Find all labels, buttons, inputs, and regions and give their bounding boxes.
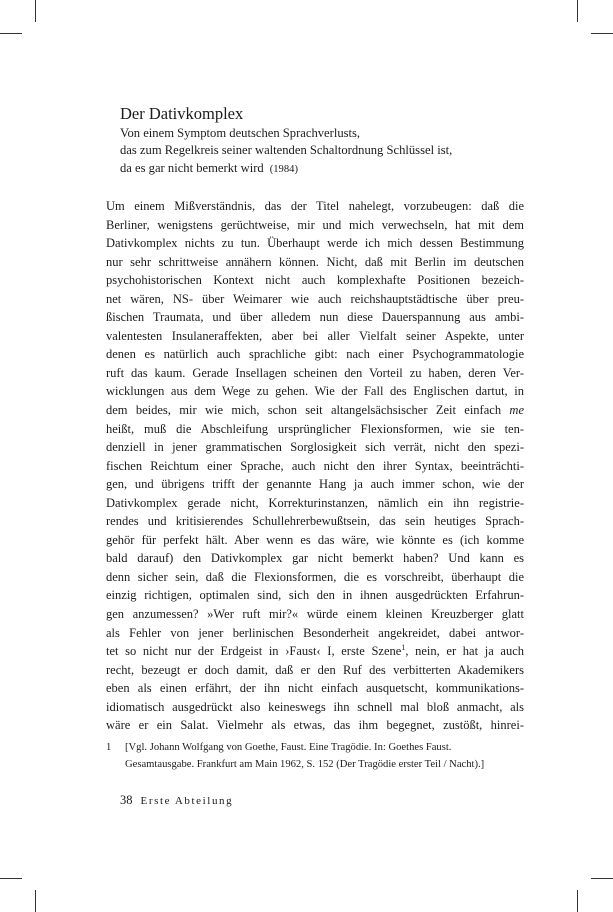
text-line: bald darauf) den Dativkomplex gar nicht bemerkt haben? Und kann es [106,551,524,566]
running-head: Erste Abteilung [140,795,234,807]
body-text [106,197,524,735]
chapter-year: (1984) [269,163,298,175]
chapter-subtitle [120,125,452,178]
crop-mark-bottom-left-h [0,878,22,879]
chapter-title: Der Dativkomplex [120,104,244,123]
text-line: heißt, muß die Abschleifung ursprünglicher Flexionsformen, wie sie ten- [106,421,524,436]
text-line: idiomatisch ausgedrückt also keineswegs ihn schnell mal bloß anmacht, als [106,699,524,714]
footnote [106,739,526,773]
page-footer [120,792,233,809]
text-line: denen es natürlich auch sprachliche gibt: nach einer Psychogrammatologie [106,347,524,362]
text-line: wäre er ein Salat. Vielmehr als etwas, das ihm begegnet, zustößt, hinrei- [106,718,524,733]
text-line: gen, und übrigens trifft der genannte Hang ja auch immer schon, wie der [106,477,524,492]
text-line: als Fehler von jener berlinischen Besonderheit angekreidet, dabei antwor- [106,625,524,640]
text-line: Berliner, wenigstens gerüchtweise, mir und mich verwechseln, hat mit dem [106,217,524,232]
footnote-reference[interactable]: 1 [401,642,406,652]
text-line: fischen Reichtum einer Sprache, auch nicht den ihrer Syntax, beeinträchti- [106,458,524,473]
crop-mark-top-left-h [0,33,22,34]
text-line: valentesten Insulaneraffekten, aber bei aller Vielfalt seiner Aspekte, unter [106,328,524,343]
text-line [106,642,524,661]
text-line: rendes und kritisierendes Schullehrerbewußtsein, das sein heutiges Sprach- [106,514,524,529]
text-line: eben als einen erfährt, der ihn nicht einfach ausquetscht, kommunikations- [106,681,524,696]
text-line: denziell in jener grammatischen Sorglosigkeit sich verrät, nicht den spezi- [106,440,524,455]
text-line: nur sehr schrittweise annähern können. Nicht, daß mit Berlin im deutschen [106,254,524,269]
crop-mark-bottom-right [577,890,578,912]
subtitle-line: das zum Regelkreis seiner waltenden Schaltordnung Schlüssel ist, [120,143,453,158]
text-line-part: tet so nicht nur der Erdgeist in ›Faust‹ I, erste Szene [106,644,402,659]
text-line: gen anzumessen? »Wer ruft mir?« würde einem kleinen Kreuzberger glatt [106,607,524,622]
text-line: ßischen Traumata, und über alledem nun diese Dauerspannung aus ambi- [106,310,524,325]
text-line [106,401,524,420]
text-line: Um einem Mißverständnis, das der Titel nahelegt, vorzubeugen: daß die [106,199,524,213]
footnote-line: Gesamtausgabe. Frankfurt am Main 1962, S. 152 (Der Tragödie erster Teil / Nacht).] [125,759,485,770]
text-line: Dativkomplex nichts zu tun. Überhaupt werde ich mich dessen Bestimmung [106,236,524,251]
text-line: ruft das kaum. Gerade Insellagen scheinen den Vorteil zu haben, deren Ver- [106,365,524,380]
text-line: gehör für perfekt hält. Aber wenn es das wäre, wie könnte es (ich komme [106,532,524,547]
subtitle-line [120,160,452,178]
crop-mark-bottom-left [35,890,36,912]
footnote-line: [Vgl. Johann Wolfgang von Goethe, Faust. Eine Tragödie. In: Goethes Faust. [125,742,452,753]
text-line: Dativkomplex gerade nicht, Korrekturinstanzen, nämlich ein ihn registrie- [106,495,524,510]
text-line: recht, bezeugt er doch damit, daß er den Ruf des verbitterten Akademikers [106,662,524,677]
text-line: psychohistorischen Kontext nicht auch komplexhafte Positionen bezeich- [106,273,524,288]
subtitle-line: Von einem Symptom deutschen Sprachverlusts, [120,126,361,140]
text-line: einzig richtigen, optimalen sind, sich den in ihnen ausgedrückten Erfahrun- [106,588,524,603]
subtitle-line-text: da es gar nicht bemerkt wird [120,160,264,175]
crop-mark-top-right-h [591,33,613,34]
text-line: net wären, NS- über Weimarer wie auch reichshauptstädtische über preu- [106,291,524,306]
text-line: denn sicher sein, daß die Flexionsformen, die es vorschreibt, überhaupt die [106,569,524,584]
text-line-part: dem beides, mir wie mich, schon seit altangelsächsischer Zeit einfach [106,403,502,418]
crop-mark-top-right [577,0,578,22]
page-number: 38 [120,793,133,807]
crop-mark-top-left [35,0,36,22]
crop-mark-bottom-right-h [591,878,613,879]
footnote-number: 1 [106,742,112,753]
italic-word: me [509,403,524,418]
text-line: wicklungen aus dem Wege zu gehen. Wie der Fall des Englischen dartut, in [106,384,524,399]
text-line-part: , nein, er hat ja auch [405,644,525,659]
